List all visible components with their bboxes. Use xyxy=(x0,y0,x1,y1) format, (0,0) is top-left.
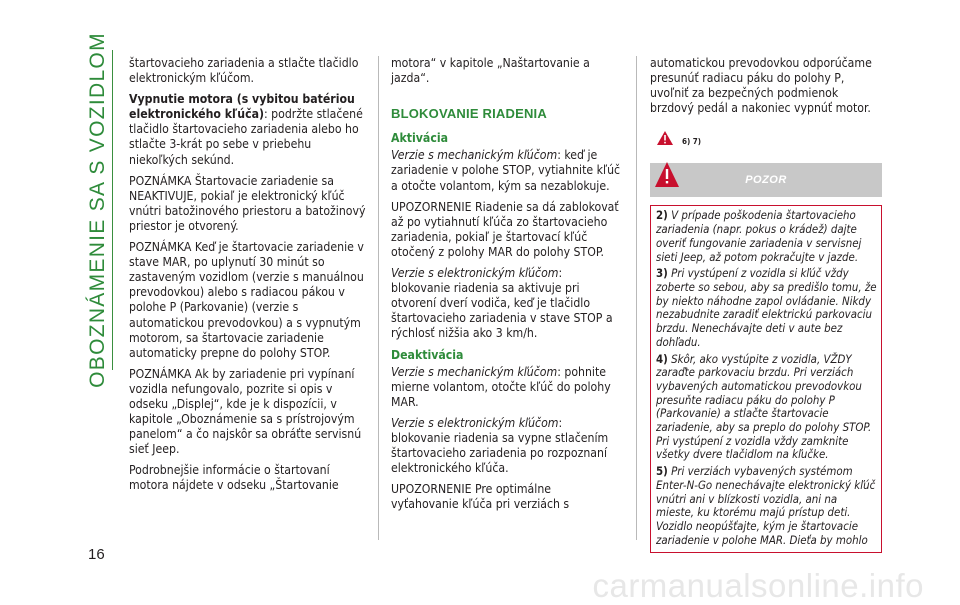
chapter-title-text: OBOZNÁMENIE SA S VOZIDLOM xyxy=(86,32,110,388)
column-2 xyxy=(391,56,621,518)
warning-item-text: Pri vystúpení z vozidla si kľúč vždy zoberte so sebou, aby sa predišlo tomu, že by niekto náhodne zapol ovládanie. Nikdy nezabudnite zaradiť elektrickú parkovaciu brzdu. Nenechávajte deti v aute bez dohľadu. xyxy=(656,266,877,349)
paragraph: automatickou prevodovkou odporúčame presunúť radiacu páku do polohy P, uvoľniť za bezpečných podmienok brzdový pedál a nakoniec vypnúť motor. xyxy=(650,56,872,116)
note-paragraph: UPOZORNENIE Riadenie sa dá zablokovať až po vytiahnutí kľúča zo štartovacieho zariadenia, pokiaľ je štartovací kľúč otočený z polohy MAR do polohy STOP. xyxy=(391,199,619,259)
paragraph: štartovacieho zariadenia a stlačte tlačidlo elektronickým kľúčom. xyxy=(129,56,359,86)
note-paragraph: POZNÁMKA Keď je štartovacie zariadenie v stave MAR, po uplynutí 30 minút so zastaveným vozidlom (verzie s manuálnou prevodovkou) alebo s radiacou pákou v polohe P (Parkovanie) (verzie s automatickou prevodovkou) a s vypnutým motorom, sa štartovacie zariadenie automaticky prepne do polohy STOP. xyxy=(129,240,364,360)
warning-item-number: 4) xyxy=(656,351,668,366)
paragraph xyxy=(391,266,621,341)
warning-triangle-icon xyxy=(654,161,680,189)
italic-lead: Verzie s mechanickým kľúčom xyxy=(391,364,558,379)
warning-item xyxy=(656,267,877,349)
warning-item-number: 5) xyxy=(656,464,668,479)
warning-item-number: 3) xyxy=(656,266,668,281)
paragraph: motora“ v kapitole „Naštartovanie a jazda“. xyxy=(391,56,590,86)
warning-title: POZOR xyxy=(745,173,787,186)
side-rule xyxy=(112,50,113,370)
page-number: 16 xyxy=(88,546,105,563)
warning-item-text: Skôr, ako vystúpite z vozidla, VŽDY zaraďte parkovaciu brzdu. Pri verziách vybavených automatickou prevodovkou presuňte radiacu páku do polohy P (Parkovanie) a stlačte štartovacie zariadenie, aby sa preplo do polohy STOP. Pri vystúpení z vozidla vždy zamknite všetky dvere tlačidlom na kľučke. xyxy=(656,351,872,462)
column-divider xyxy=(636,56,637,540)
italic-lead: Verzie s elektronickým kľúčom xyxy=(391,266,559,281)
bold-lead: Vypnutie motora (s vybitou batériou elektronického kľúča) xyxy=(129,92,355,122)
section-heading: BLOKOVANIE RIADENIA xyxy=(391,106,547,122)
paragraph xyxy=(129,92,369,167)
warning-item-text: Pri verziách vybavených systémom Enter-N-Go nenechávajte elektronický kľúč vnútri ani v blízkosti vozidla, ani na mieste, ku ktorému majú prístup deti. Vozidlo neopúšťajte, kým je štartovacie zariadenie v polohe MAR. Dieťa by mohlo xyxy=(656,464,876,547)
reference-numbers: 6) 7) xyxy=(682,137,702,147)
warning-item xyxy=(656,353,877,463)
paragraph-text: : keď je zariadenie v polohe STOP, vytiahnite kľúč a otočte volantom, kým sa nezablokuje. xyxy=(391,148,621,193)
warning-item xyxy=(656,465,877,547)
warning-item-text: V prípade poškodenia štartovacieho zariadenia (napr. pokus o krádež) dajte overiť fungovanie zariadenia v servisnej sieti Jeep, až potom pokračujte v jazde. xyxy=(656,208,862,264)
column-1 xyxy=(129,56,369,500)
warning-references xyxy=(656,130,882,149)
paragraph xyxy=(391,365,621,410)
subsection-heading: Aktivácia xyxy=(391,131,448,146)
paragraph xyxy=(391,148,621,193)
italic-lead: Verzie s elektronickým kľúčom xyxy=(391,415,559,430)
italic-lead: Verzie s mechanickým kľúčom xyxy=(391,148,558,163)
warning-header xyxy=(650,163,882,197)
paragraph-text: : podržte stlačené tlačidlo štartovacieho zariadenia alebo ho stlačte 3-krát po sebe v priebehu niekoľkých sekúnd. xyxy=(129,107,363,167)
column-3 xyxy=(650,56,882,553)
paragraph-text: : pohnite mierne volantom, otočte kľúč do polohy MAR. xyxy=(391,364,611,409)
paragraph-text: : blokovanie riadenia sa vypne stlačením štartovacieho zariadenia po rozpoznaní elektronického kľúča. xyxy=(391,415,609,476)
note-paragraph: POZNÁMKA Ak by zariadenie pri vypínaní vozidla nefungovalo, pozrite si opis v odseku „Displej“, kde je k dispozícii, v kapitole „Oboznámenie sa s prístrojovým panelom“ a čo najskôr sa obráťte servisnú sieť Jeep. xyxy=(129,366,362,457)
warning-triangle-icon xyxy=(656,130,674,146)
warning-box xyxy=(650,205,882,553)
subsection-heading: Deaktivácia xyxy=(391,347,464,362)
paragraph-text: : blokovanie riadenia sa aktivuje pri otvorení dverí vodiča, keď je tlačidlo štartovacieho zariadenia v stave STOP a rýchlosť nižšia ako 3 km/h. xyxy=(391,266,613,341)
column-divider xyxy=(378,56,379,540)
watermark: carmanualsonline.info xyxy=(592,566,924,604)
warning-item-number: 2) xyxy=(656,208,668,223)
note-paragraph: UPOZORNENIE Pre optimálne vyťahovanie kľúča pri verziách s xyxy=(391,482,570,512)
note-paragraph: POZNÁMKA Štartovacie zariadenie sa NEAKTIVUJE, pokiaľ je elektronický kľúč vnútri batožinového priestoru a batožinový priestor je otvorený. xyxy=(129,173,366,233)
paragraph: Podrobnejšie informácie o štartovaní motora nájdete v odseku „Štartovanie xyxy=(129,463,339,493)
warning-item xyxy=(656,209,877,264)
paragraph xyxy=(391,416,621,476)
